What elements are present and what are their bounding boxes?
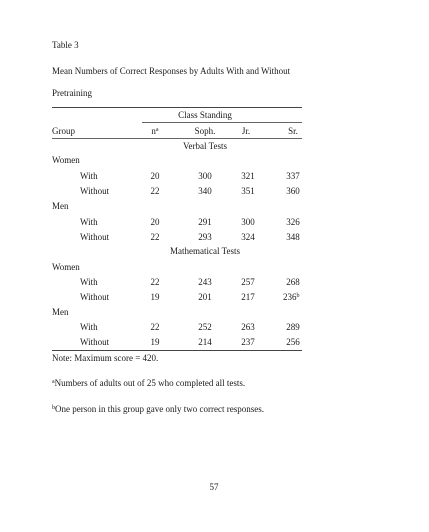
row-label: With	[80, 217, 98, 227]
cell-jr: 324	[241, 232, 255, 242]
group-label: Men	[52, 307, 69, 317]
bottom-rule	[52, 350, 302, 351]
table-note: Note: Maximum score = 420.	[52, 353, 159, 363]
footnote-b-mark: b	[52, 405, 55, 411]
cell-sr: 256	[286, 337, 300, 347]
cell-soph: 300	[198, 171, 212, 181]
section-title-math: Mathematical Tests	[170, 246, 240, 256]
row-label: Without	[80, 232, 110, 242]
group-label: Women	[52, 155, 80, 165]
cell-sr: 348	[286, 232, 300, 242]
cell-soph: 243	[198, 277, 212, 287]
cell-n: 22	[150, 186, 160, 196]
header-n-letter: n	[151, 126, 156, 136]
footnote-a	[52, 378, 245, 391]
header-group: Group	[52, 126, 75, 136]
cell-n: 22	[150, 277, 160, 287]
cell-soph: 293	[198, 232, 212, 242]
cell-sr: 337	[286, 171, 300, 181]
header-n-superscript: a	[155, 127, 159, 133]
footnote-b-marker: b	[296, 293, 300, 299]
cell-n: 20	[150, 217, 160, 227]
cell-sr: 326	[286, 217, 300, 227]
cell-soph: 291	[198, 217, 212, 227]
cell-jr: 217	[241, 292, 255, 302]
top-rule	[52, 107, 302, 108]
group-label: Women	[52, 262, 80, 272]
cell-n: 20	[150, 171, 160, 181]
cell-sr: 360	[286, 186, 300, 196]
table-title-line-2: Pretraining	[52, 88, 92, 98]
cell-soph: 340	[198, 186, 212, 196]
cell-n: 22	[150, 322, 160, 332]
footnote-b-text: One person in this group gave only two correct responses.	[55, 404, 264, 414]
table-label: Table 3	[52, 40, 79, 50]
cell-jr: 321	[241, 171, 255, 181]
cell-sr: 268	[286, 277, 300, 287]
footnote-b	[52, 404, 264, 417]
row-label: With	[80, 322, 98, 332]
cell-jr: 263	[241, 322, 255, 332]
cell-jr: 351	[241, 186, 255, 196]
header-soph: Soph.	[194, 126, 216, 136]
cell-jr: 300	[241, 217, 255, 227]
cell-jr: 257	[241, 277, 255, 287]
section-title-verbal: Verbal Tests	[183, 141, 227, 151]
row-label: Without	[80, 337, 110, 347]
spanner-heading: Class Standing	[178, 110, 232, 120]
table-title-line-1: Mean Numbers of Correct Responses by Adults With and Without	[52, 66, 291, 76]
spanner-rule	[142, 122, 302, 123]
cell-n: 19	[150, 337, 160, 347]
page-number: 57	[209, 482, 219, 492]
cell-sr: 289	[286, 322, 300, 332]
cell-jr: 237	[241, 337, 255, 347]
row-label: Without	[80, 186, 110, 196]
row-label: With	[80, 277, 98, 287]
header-sr: Sr.	[288, 126, 298, 136]
cell-sr	[283, 292, 300, 305]
cell-soph: 201	[198, 292, 212, 302]
cell-n: 19	[150, 292, 160, 302]
cell-n: 22	[150, 232, 160, 242]
cell-soph: 252	[198, 322, 212, 332]
footnote-a-text: Numbers of adults out of 25 who completed all tests.	[54, 378, 246, 388]
group-label: Men	[52, 201, 69, 211]
header-jr: Jr.	[241, 126, 251, 136]
header-rule	[52, 138, 302, 139]
cell-sr-value: 236	[283, 292, 297, 302]
footnote-a-marker: a	[52, 379, 55, 385]
row-label: With	[80, 171, 98, 181]
row-label: Without	[80, 292, 110, 302]
cell-soph: 214	[198, 337, 212, 347]
